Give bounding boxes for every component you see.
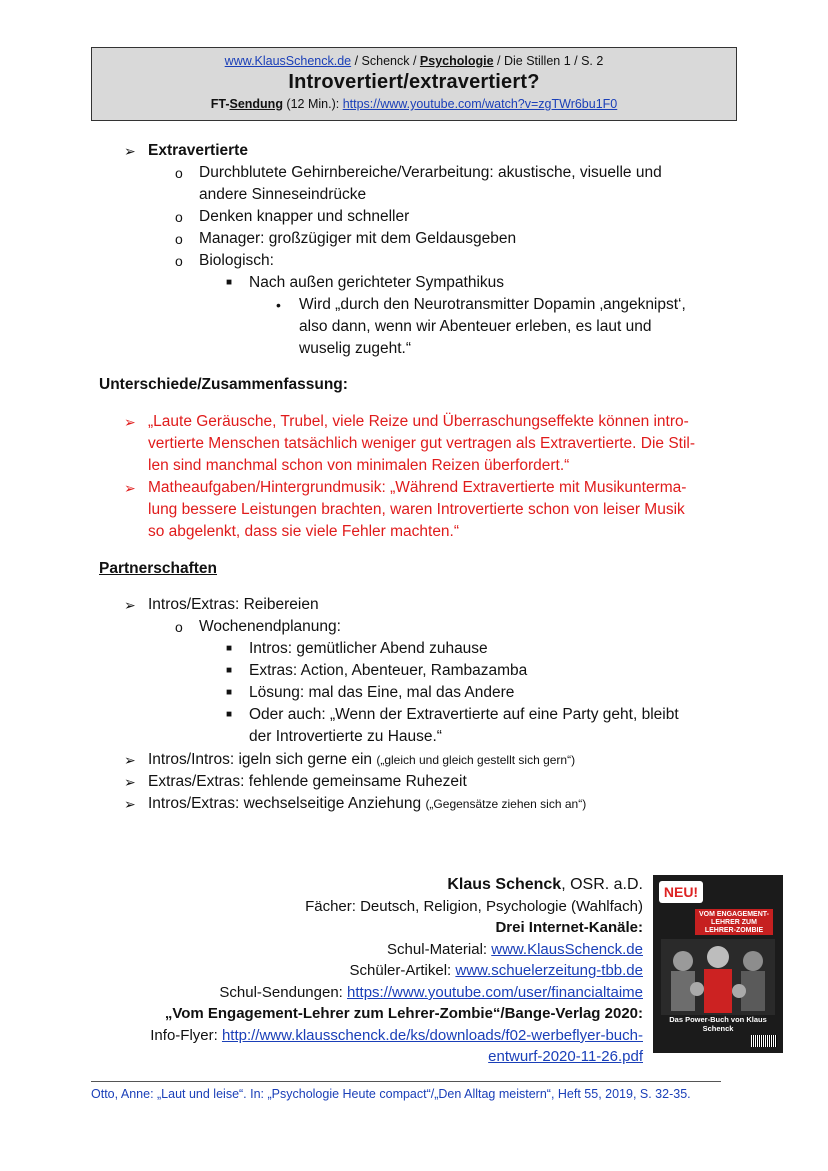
schueler-artikel-line [350, 960, 643, 982]
schueler-artikel-link[interactable]: www.schuelerzeitung-tbb.de [455, 962, 643, 979]
barcode-icon [751, 1035, 777, 1047]
partner-item-a4: Extras: Action, Abenteuer, Rambazamba [249, 662, 528, 679]
b3-note: („Gegensätze ziehen sich an“) [425, 797, 587, 811]
flyer-label: Info-Flyer: [150, 1027, 222, 1044]
arrow-bullet-icon: ➢ [124, 143, 136, 159]
author-name: Klaus Schenck [447, 876, 562, 893]
ft-video-link[interactable]: https://www.youtube.com/watch?v=zgTWr6bu1F0 [342, 97, 618, 111]
footer-citation: Otto, Anne: „Laut und leise“. In: „Psychologie Heute compact“/„Den Alltag meistern“, Heft 55, 2019, S. 32-35. [91, 1087, 691, 1101]
partner-heading: Partnerschaften [99, 560, 218, 577]
author-title: , OSR. a.D. [561, 876, 643, 893]
b1-text: Intros/Intros: igeln sich gerne ein [148, 751, 377, 768]
faecher-line: Fächer: Deutsch, Religion, Psychologie (Wahlfach) [305, 898, 643, 915]
schueler-label: Schüler-Artikel: [349, 962, 456, 979]
header-breadcrumb [92, 54, 736, 68]
extra-item-5: Nach außen gerichteter Sympathikus [249, 274, 505, 291]
breadcrumb-rest: / Die Stillen 1 / S. 2 [493, 54, 604, 68]
ft-sendung: Sendung [229, 97, 283, 111]
page-title: Introvertiert/extravertiert? [288, 71, 540, 93]
site-link[interactable]: www.KlausSchenck.de [224, 54, 352, 68]
arrow-bullet-icon: ➢ [124, 774, 136, 790]
summary-p2c: so abgelenkt, dass sie viele Fehler machten.“ [148, 523, 460, 540]
partner-item-a5: Lösung: mal das Eine, mal das Andere [249, 684, 515, 701]
summary-p1c: len sind manchmal schon von minimalen Reizen überfordert.“ [148, 457, 570, 474]
flyer-link-part2[interactable]: entwurf-2020-11-26.pdf [488, 1048, 643, 1065]
arrow-bullet-icon: ➢ [124, 414, 136, 430]
extra-item-1b: andere Sinneseindrücke [199, 186, 367, 203]
breadcrumb-sep: / Schenck / [351, 54, 420, 68]
circle-bullet-icon: o [175, 165, 183, 181]
header-box [91, 47, 737, 121]
summary-p2b: lung bessere Leistungen brachten, waren Introvertierte schon von leiser Musik [148, 501, 685, 518]
partner-item-a2: Wochenendplanung: [199, 618, 341, 635]
circle-bullet-icon: o [175, 619, 183, 635]
book-cover-caption: Das Power-Buch von Klaus Schenck [669, 1015, 767, 1033]
arrow-bullet-icon: ➢ [124, 752, 136, 768]
book-cover-illustration-icon [661, 939, 775, 1015]
book-title-line: „Vom Engagement-Lehrer zum Lehrer-Zombie“/Bange-Verlag 2020: [164, 1005, 643, 1022]
summary-p1b: vertierte Menschen tatsächlich weniger gut vertragen als Extravertierte. Die Stil- [148, 435, 696, 452]
extra-item-1a: Durchblutete Gehirnbereiche/Verarbeitung: akustische, visuelle und [199, 164, 662, 181]
partner-item-b3 [148, 793, 586, 815]
flyer-line [150, 1025, 643, 1047]
summary-p1a: „Laute Geräusche, Trubel, viele Reize und Überraschungseffekte können intro- [148, 413, 689, 430]
square-bullet-icon: ■ [226, 687, 233, 698]
arrow-bullet-icon: ➢ [124, 796, 136, 812]
square-bullet-icon: ■ [226, 277, 233, 288]
square-bullet-icon: ■ [226, 643, 233, 654]
schul-sendungen-line [219, 982, 643, 1004]
schul-sendungen-link[interactable]: https://www.youtube.com/user/financialtaime [347, 984, 643, 1001]
summary-heading: Unterschiede/Zusammenfassung: [99, 376, 348, 393]
circle-bullet-icon: o [175, 253, 183, 269]
b3-text: Intros/Extras: wechselseitige Anziehung [148, 795, 426, 812]
extra-item-4: Biologisch: [199, 252, 274, 269]
footer-divider [91, 1081, 721, 1082]
extra-heading: Extravertierte [148, 142, 248, 159]
subject-label: Psychologie [419, 54, 494, 68]
partner-item-a6a: Oder auch: „Wenn der Extravertierte auf eine Party geht, bleibt [249, 706, 679, 723]
extra-item-6b: also dann, wenn wir Abenteuer erleben, es laut und [299, 318, 652, 335]
arrow-bullet-icon: ➢ [124, 597, 136, 613]
b1-note: („gleich und gleich gestellt sich gern“) [376, 753, 576, 767]
circle-bullet-icon: o [175, 231, 183, 247]
extra-item-3: Manager: großzügiger mit dem Geldausgeben [199, 230, 517, 247]
schul-material-line [387, 939, 643, 961]
partner-item-b1 [148, 749, 575, 771]
send-label: Schul-Sendungen: [219, 984, 348, 1001]
square-bullet-icon: ■ [226, 665, 233, 676]
schul-label: Schul-Material: [387, 941, 492, 958]
ft-duration: (12 Min.): [282, 97, 343, 111]
schul-material-link[interactable]: www.KlausSchenck.de [491, 941, 643, 958]
circle-bullet-icon: o [175, 209, 183, 225]
neu-badge: NEU! [659, 881, 703, 903]
ft-line [92, 97, 736, 111]
partner-item-b2: Extras/Extras: fehlende gemeinsame Ruhezeit [148, 773, 467, 790]
square-bullet-icon: ■ [226, 709, 233, 720]
extra-item-6a: Wird „durch den Neurotransmitter Dopamin ‚angeknipst‘, [299, 296, 686, 313]
extra-item-2: Denken knapper und schneller [199, 208, 410, 225]
kanaele-line: Drei Internet-Kanäle: [495, 919, 643, 936]
ft-prefix: FT- [210, 97, 230, 111]
extra-item-6c: wuselig zugeht.“ [299, 340, 412, 357]
partner-item-a1: Intros/Extras: Reibereien [148, 596, 319, 613]
author-line [447, 874, 643, 896]
partner-item-a6b: der Introvertierte zu Hause.“ [249, 728, 442, 745]
arrow-bullet-icon: ➢ [124, 480, 136, 496]
dot-bullet-icon: • [276, 297, 281, 313]
flyer-line-2 [488, 1046, 643, 1068]
flyer-link-part1[interactable]: http://www.klausschenck.de/ks/downloads/f02-werbeflyer-buch- [221, 1027, 643, 1044]
book-cover-image[interactable] [653, 875, 783, 1053]
partner-item-a3: Intros: gemütlicher Abend zuhause [249, 640, 488, 657]
summary-p2a: Matheaufgaben/Hintergrundmusik: „Während Extravertierte mit Musikunterma- [148, 479, 687, 496]
book-cover-band: VOM ENGAGEMENT-LEHRER ZUM LEHRER-ZOMBIE [695, 909, 773, 935]
